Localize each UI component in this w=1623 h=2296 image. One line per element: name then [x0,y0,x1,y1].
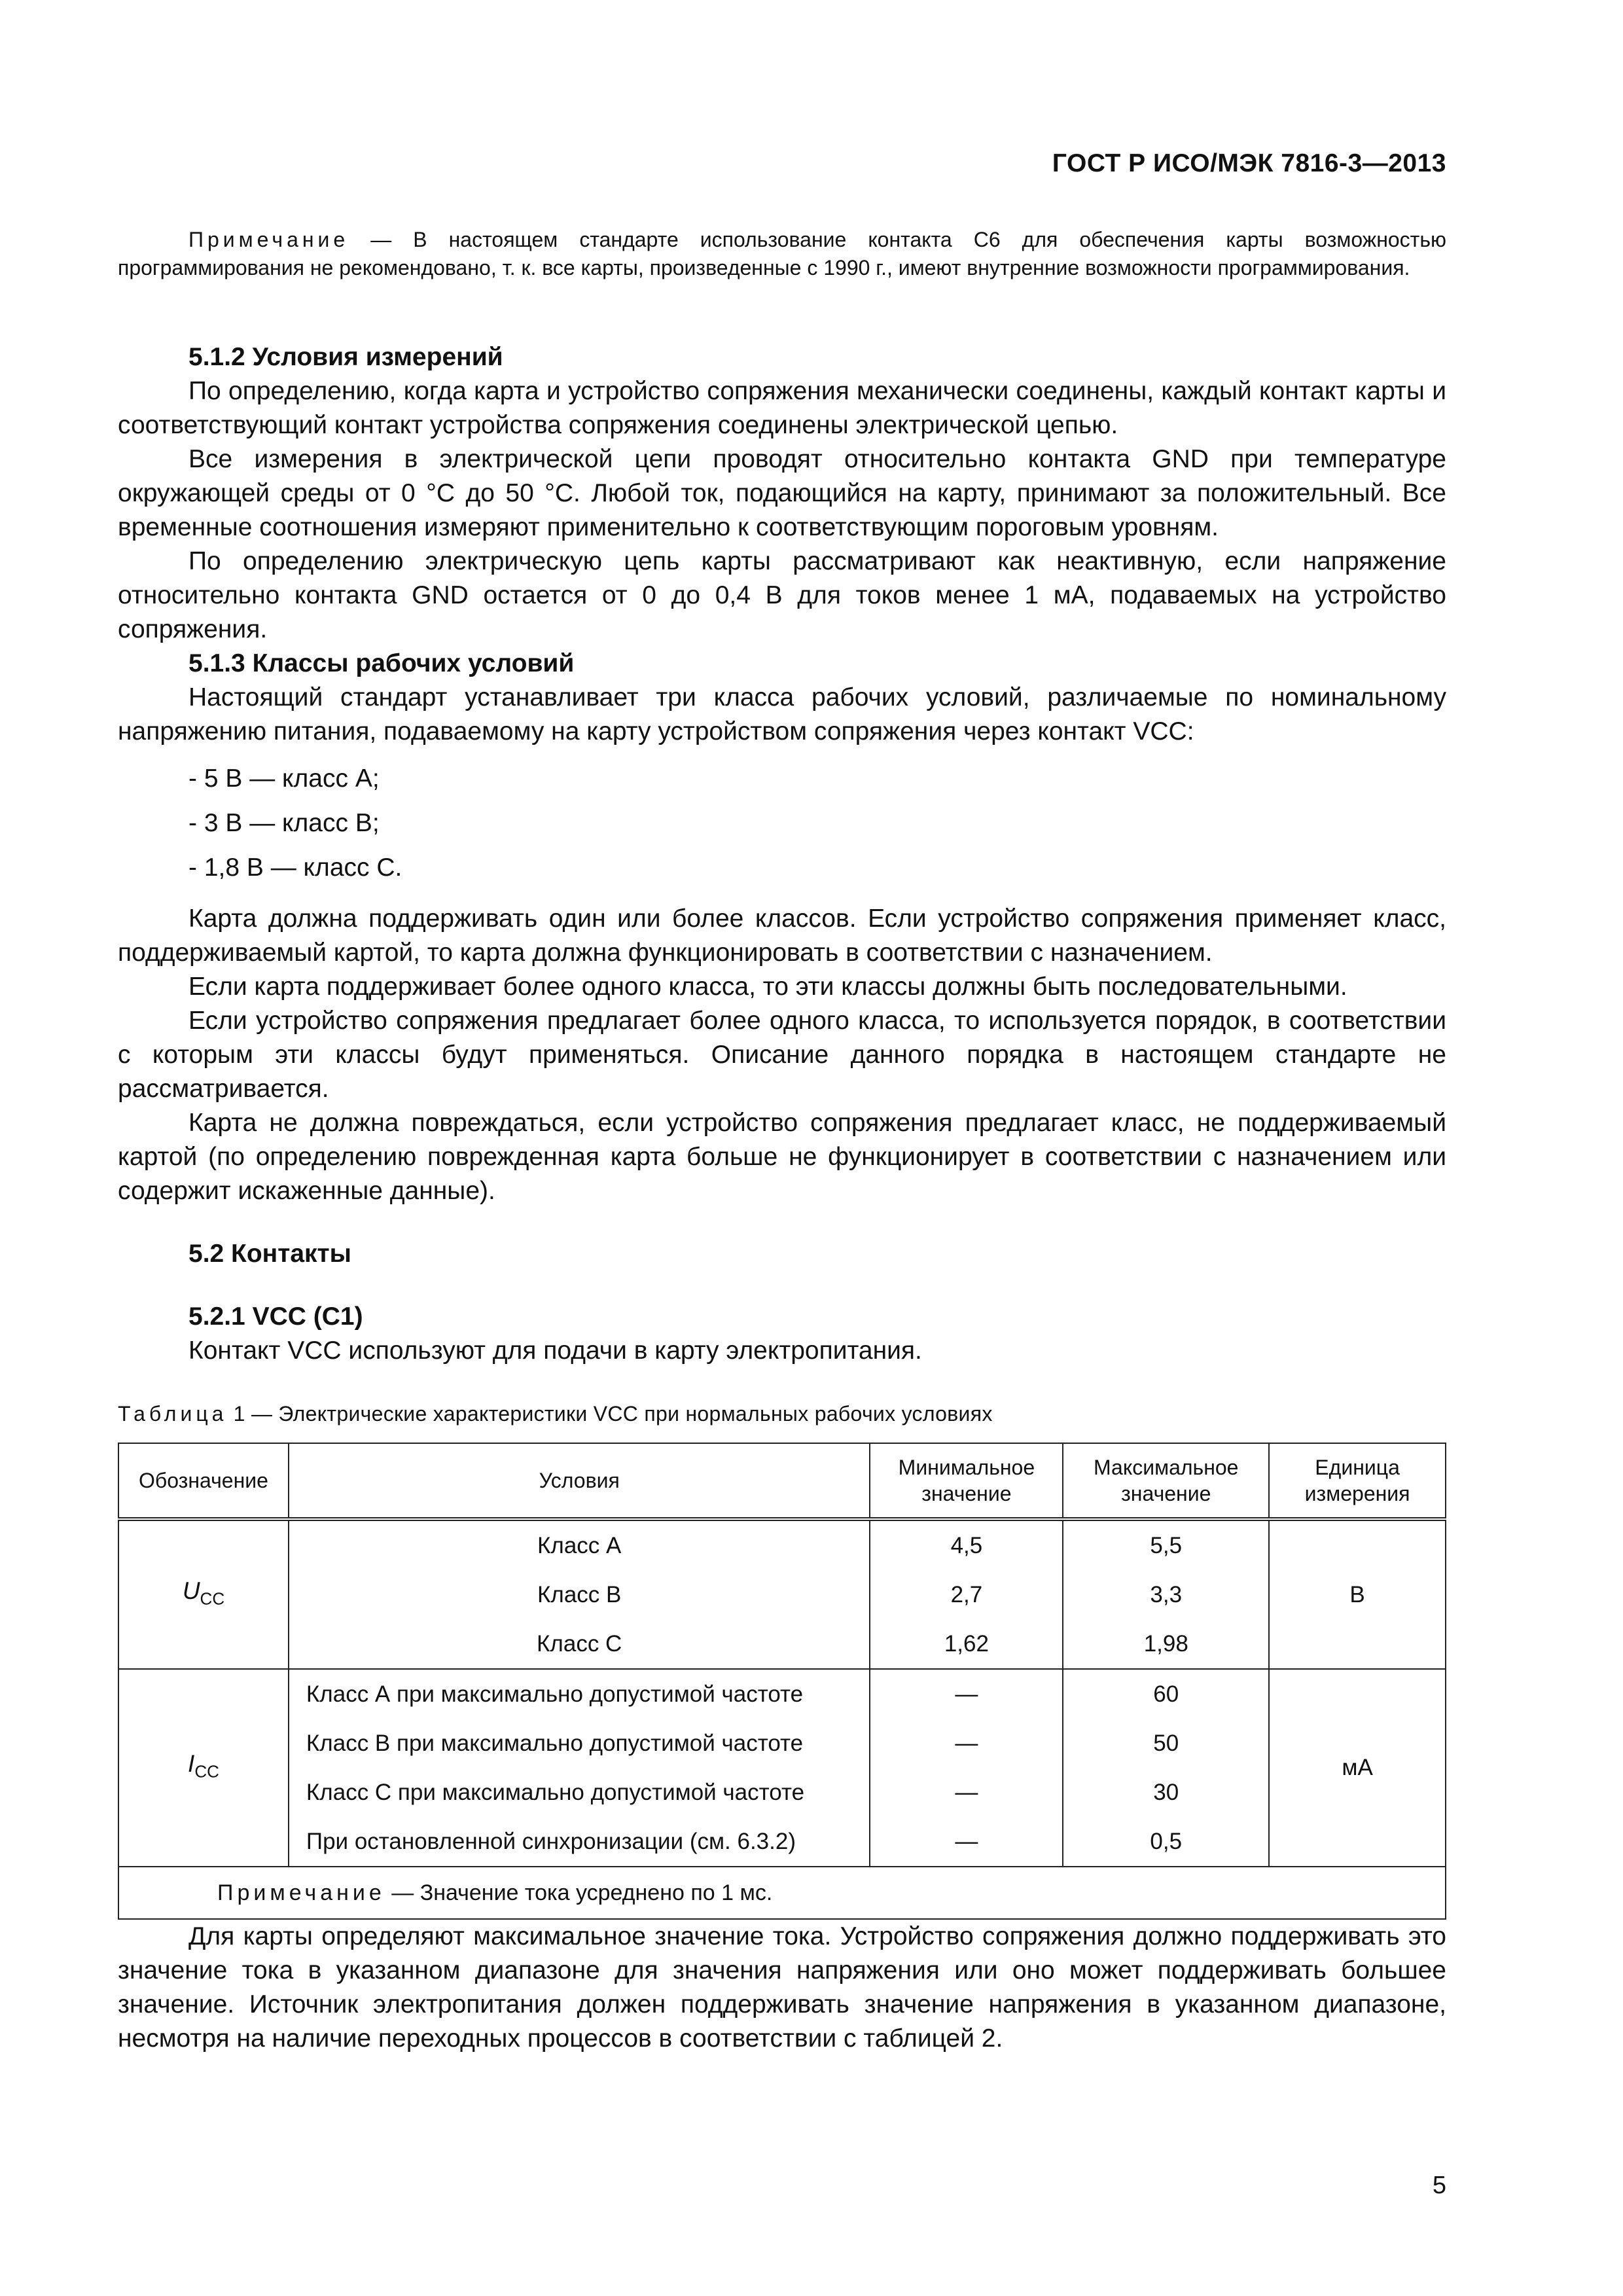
header-min: Минимальное значение [870,1443,1063,1519]
document-header: ГОСТ Р ИСО/МЭК 7816-3—2013 [1052,149,1446,177]
max-cell: 0,5 [1063,1817,1269,1867]
paragraph: По определению, когда карта и устройство сопряжения механически соединены, каждый контакт карты и соответствующий контакт устройства сопряжения соединены электрической цепью. [118,377,1446,439]
document-body [118,340,1446,2056]
header-conditions: Условия [289,1443,870,1519]
list-item: - 5 В — класс А; [188,764,380,793]
header-unit: Единица измерения [1269,1443,1446,1519]
min-cell: 2,7 [870,1570,1063,1619]
min-cell: — [870,1817,1063,1867]
condition-cell: Класс А [289,1519,870,1570]
max-cell: 3,3 [1063,1570,1269,1619]
condition-cell: Класс В [289,1570,870,1619]
paragraph: Если карта поддерживает более одного класса, то эти классы должны быть последовательными. [188,973,1347,1001]
condition-cell: Класс В при максимально допустимой частоте [289,1719,870,1768]
condition-cell: Класс С при максимально допустимой частоте [289,1768,870,1817]
icc-unit: мА [1269,1669,1446,1867]
min-cell: 4,5 [870,1519,1063,1570]
paragraph: Настоящий стандарт устанавливает три класса рабочих условий, различаемые по номинальному напряжению питания, подаваемому на карту устройством сопряжения через контакт VCC: [118,683,1446,745]
table-header-row [118,1443,1446,1519]
paragraph: По определению электрическую цепь карты рассматривают как неактивную, если напряжение относительно контакта GND остается от 0 до 0,4 В для токов менее 1 мА, подаваемых на устройство сопряжения. [118,547,1446,643]
table-caption-text: 1 — Электрические характеристики VCC при нормальных рабочих условиях [227,1402,993,1426]
table-note-row [118,1867,1446,1919]
paragraph: Карта должна поддерживать один или более классов. Если устройство сопряжения применяет класс, поддерживаемый картой, то карта должна функционировать в соответствии с назначением. [118,905,1446,967]
max-cell: 50 [1063,1719,1269,1768]
top-note [118,226,1446,282]
condition-cell: При остановленной синхронизации (см. 6.3.2) [289,1817,870,1867]
table-row [118,1669,1446,1719]
table-caption-label: Таблица [118,1402,228,1426]
page-number: 5 [1432,2172,1446,2199]
min-cell: — [870,1719,1063,1768]
list-item: - 3 В — класс В; [188,809,380,837]
table-row [118,1719,1446,1768]
table-row [118,1768,1446,1817]
section-5-2-1-heading: 5.2.1 VCC (C1) [188,1302,363,1331]
top-note-text: — В настоящем стандарте использование контакта С6 для обеспечения карты возможностью программирования не рекомендовано, т. к. все карты, произведенные с 1990 г., имеют внутренние возможности программирования. [118,228,1446,279]
paragraph: Контакт VCC используют для подачи в карту электропитания. [188,1336,922,1365]
table-row [118,1570,1446,1619]
min-cell: — [870,1669,1063,1719]
top-note-label: Примечание [188,228,349,251]
section-5-1-2-heading: 5.1.2 Условия измерений [188,343,503,371]
header-max: Максимальное значение [1063,1443,1269,1519]
table-row [118,1619,1446,1669]
section-5-1-3-heading: 5.1.3 Классы рабочих условий [188,649,575,677]
ucc-symbol: $U_{CC}$ [118,1519,289,1669]
vcc-characteristics-table [118,1443,1446,1920]
table-caption [118,1397,1446,1431]
condition-cell: Класс А при максимально допустимой частоте [289,1669,870,1719]
min-cell: 1,62 [870,1619,1063,1669]
table-note: Примечание — Значение тока усреднено по 1 мс. [118,1867,1446,1919]
table-row [118,1519,1446,1570]
max-cell: 5,5 [1063,1519,1269,1570]
paragraph: Если устройство сопряжения предлагает более одного класса, то используется порядок, в соответствии с которым эти классы будут применяться. Описание данного порядка в настоящем стандарте не рассматривается. [118,1007,1446,1103]
paragraph: Все измерения в электрической цепи проводят относительно контакта GND при температуре окружающей среды от 0 °С до 50 °С. Любой ток, подающийся на карту, принимают за положительный. Все временные соотношения измеряют применительно к соответствующим пороговым уровням. [118,445,1446,541]
max-cell: 60 [1063,1669,1269,1719]
voltage-class-list [118,757,1446,890]
table-row [118,1817,1446,1867]
condition-cell: Класс С [289,1619,870,1669]
paragraph: Карта не должна повреждаться, если устройство сопряжения предлагает класс, не поддерживаемый картой (по определению поврежденная карта больше не функционирует в соответствии с назначением или содержит искаженные данные). [118,1109,1446,1205]
paragraph: Для карты определяют максимальное значение тока. Устройство сопряжения должно поддерживать это значение тока в указанном диапазоне для значения напряжения или оно может поддерживать большее значение. Источник электропитания должен поддерживать значение напряжения в указанном диапазоне, несмотря на наличие переходных процессов в соответствии с таблицей 2. [118,1922,1446,2053]
min-cell: — [870,1768,1063,1817]
max-cell: 30 [1063,1768,1269,1817]
icc-symbol: $I_{CC}$ [118,1669,289,1867]
header-symbol: Обозначение [118,1443,289,1519]
list-item: - 1,8 В — класс С. [188,853,402,882]
ucc-unit: В [1269,1519,1446,1669]
section-5-2-heading: 5.2 Контакты [188,1240,351,1268]
max-cell: 1,98 [1063,1619,1269,1669]
